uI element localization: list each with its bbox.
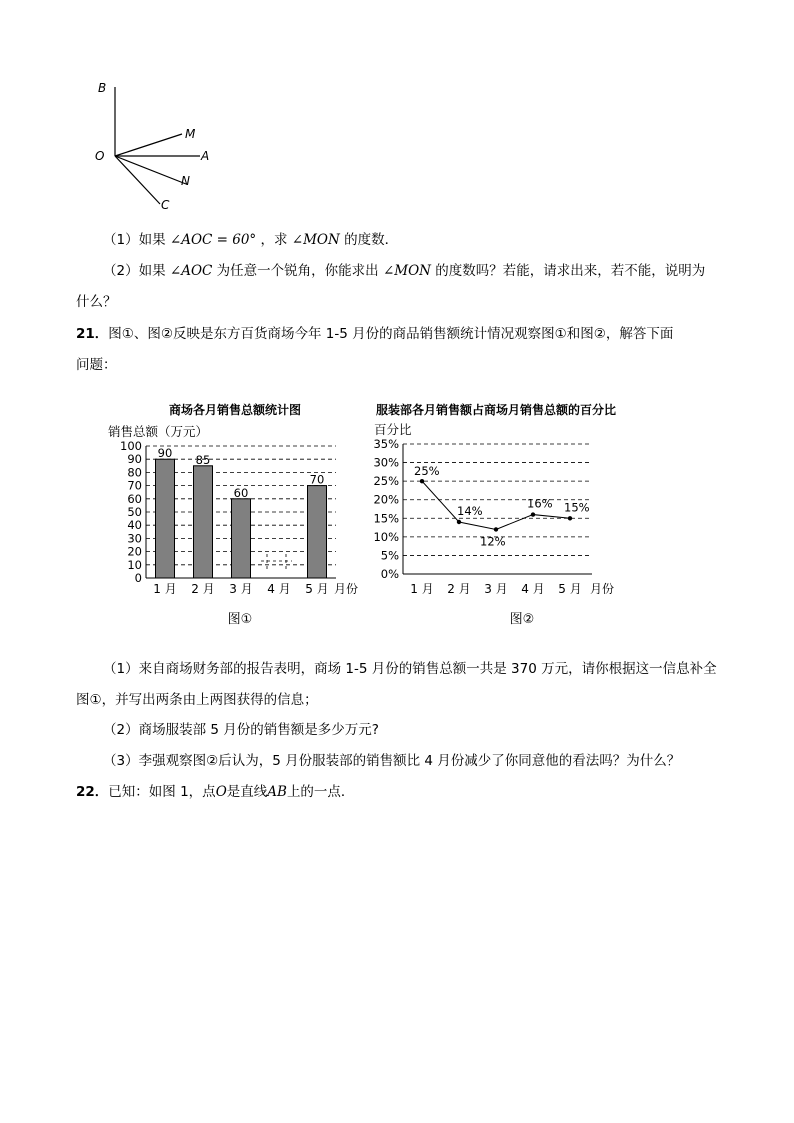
chart2-xtick-label: 1 月 xyxy=(410,582,434,596)
q21-stem: 21．图①、图②反映是东方百货商场今年 1-5 月份的商品销售额统计情况观察图①和图②，解答下面 xyxy=(76,326,674,342)
chart2-title: 服装部各月销售额占商场月销售总额的百分比 xyxy=(375,403,617,417)
label-c: C xyxy=(161,198,170,212)
chart2-ytick-label: 0% xyxy=(380,567,399,581)
q22-stem: 22．已知：如图 1，点O是直线AB上的一点． xyxy=(76,784,355,800)
chart1-ytick-label: 20 xyxy=(127,544,142,559)
chart2-ytick-label: 35% xyxy=(373,437,399,451)
label-b: B xyxy=(98,81,107,95)
chart2-ytick-label: 25% xyxy=(373,474,399,489)
chart1-title: 商场各月销售总额统计图 xyxy=(168,403,302,417)
chart1-xtick-label: 4 月 xyxy=(267,582,291,596)
label-m: M xyxy=(185,127,196,141)
chart1-xtick-label: 2 月 xyxy=(191,582,215,596)
chart2-ytick-label: 15% xyxy=(373,511,399,526)
chart2-point xyxy=(494,527,498,531)
chart1-xtick-label: 1 月 xyxy=(153,582,177,596)
chart1-ytick-label: 0 xyxy=(134,571,142,585)
chart2-ytick-label: 5% xyxy=(380,548,399,563)
chart2-point xyxy=(531,512,535,516)
chart1-xtick-label: 3 月 xyxy=(229,582,253,596)
q21-sub1-cont: 图①，并写出两条由上两图获得的信息； xyxy=(76,692,318,708)
chart2-caption: 图② xyxy=(509,612,535,627)
line-chart-clothing-percent xyxy=(0,396,794,636)
q20-part1: （1）如果 ∠AOC = 60° ，求 ∠MON 的度数． xyxy=(103,232,399,248)
chart2-value-label: 14% xyxy=(457,504,483,518)
chart2-xtick-label: 5 月 xyxy=(558,582,582,596)
chart1-ytick-label: 50 xyxy=(127,505,142,519)
ray-oc xyxy=(115,156,160,204)
chart1-ytick-label: 80 xyxy=(127,465,142,480)
chart1-caption: 图① xyxy=(227,612,253,627)
chart1-ytick-label: 100 xyxy=(120,439,142,453)
chart2-point xyxy=(420,479,424,483)
q21-sub2: （2）商场服装部 5 月份的销售额是多少万元? xyxy=(103,722,379,738)
label-a: A xyxy=(201,149,210,163)
chart2-value-label: 16% xyxy=(527,496,553,511)
chart1-ytick-label: 10 xyxy=(127,557,142,572)
chart1-ytick-label: 60 xyxy=(127,491,142,506)
q21-sub1: （1）来自商场财务部的报告表明，商场 1-5 月份的销售总额一共是 370 万元，请你根据这一信息补全 xyxy=(103,661,717,677)
ray-on xyxy=(115,156,186,184)
chart2-xtick-label: 2 月 xyxy=(447,582,471,596)
chart1-value-label: 85 xyxy=(195,452,211,467)
q21-stem-cont: 问题： xyxy=(76,357,117,373)
chart2-xlabel: 月份 xyxy=(590,582,615,596)
chart1-value-label: 60 xyxy=(233,485,249,500)
chart1-value-label: 90 xyxy=(157,446,173,461)
chart2-xtick-label: 4 月 xyxy=(521,582,545,596)
label-o: O xyxy=(95,149,105,163)
chart2-value-label: 15% xyxy=(564,500,590,515)
angle-figure xyxy=(0,0,794,230)
q20-part2-cont: 什么？ xyxy=(76,294,117,310)
chart1-xtick-label: 5 月 xyxy=(305,582,329,596)
label-n: N xyxy=(181,174,190,188)
q21-sub3: （3）李强观察图②后认为，5 月份服装部的销售额比 4 月份减少了你同意他的看法吗？为什么？ xyxy=(103,753,681,769)
chart1-ylabel: 销售总额（万元） xyxy=(108,424,209,439)
chart2-point xyxy=(568,516,572,520)
q20-part2: （2）如果 ∠AOC 为任意一个锐角，你能求出 ∠MON 的度数吗？若能，请求出来，若不能，说明为 xyxy=(103,263,706,279)
chart2-ytick-label: 30% xyxy=(373,455,399,470)
chart2-ylabel: 百分比 xyxy=(374,422,412,437)
chart2-value-label: 25% xyxy=(414,464,440,479)
chart1-ytick-label: 30 xyxy=(127,531,142,546)
chart2-point xyxy=(457,520,461,524)
chart1-value-label: 70 xyxy=(309,472,325,487)
chart1-xlabel: 月份 xyxy=(334,582,359,596)
chart1-ytick-label: 40 xyxy=(127,518,142,533)
chart1-ytick-label: 70 xyxy=(127,478,142,493)
chart2-ytick-label: 20% xyxy=(373,492,399,507)
chart2-value-label: 12% xyxy=(480,534,506,549)
chart2-xtick-label: 3 月 xyxy=(484,582,508,596)
chart1-ytick-label: 90 xyxy=(127,452,142,467)
ray-om xyxy=(115,134,182,156)
chart2-ytick-label: 10% xyxy=(373,529,399,544)
